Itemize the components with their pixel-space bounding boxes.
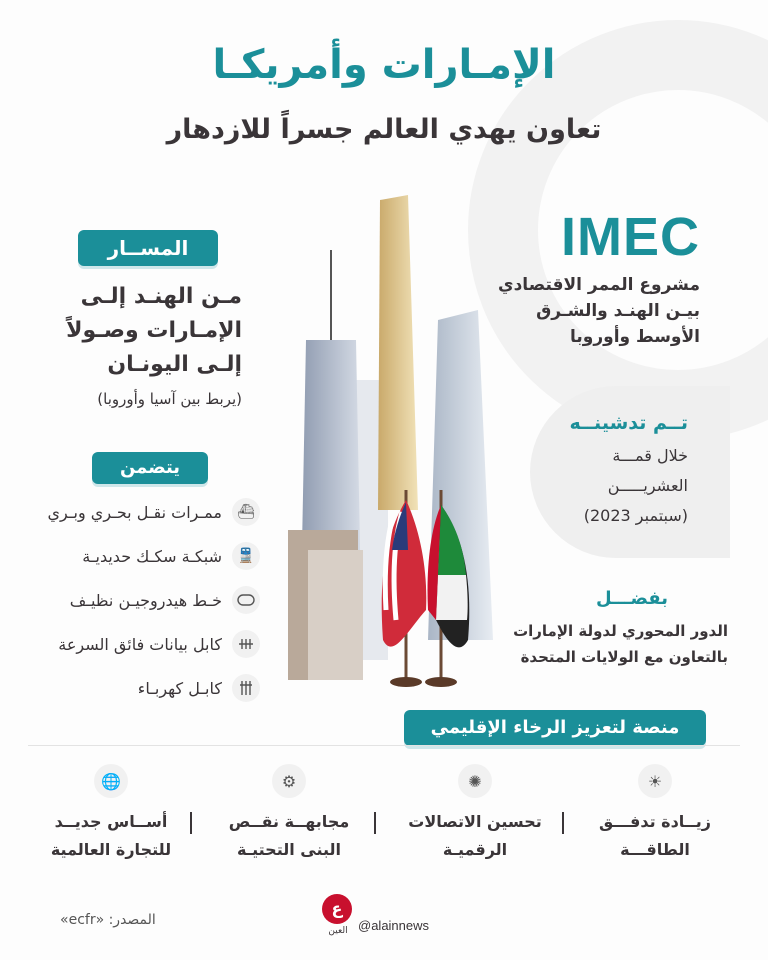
launch-title: تــم تدشينــه xyxy=(569,412,688,434)
benefit-line-2: الطاقـــة xyxy=(620,840,690,859)
launch-line-2: العشريـــــن xyxy=(607,476,688,495)
train-icon: 🚆 xyxy=(232,542,260,570)
global-trade-icon: 🌐 xyxy=(94,764,128,798)
includes-item-label: شبكـة سكـك حديديـة xyxy=(82,546,222,566)
path-badge: المســار xyxy=(78,230,218,266)
alain-logo-icon: ع xyxy=(322,894,352,924)
divider xyxy=(28,745,740,746)
list-item xyxy=(20,666,260,710)
thanks-title: بفضـــل xyxy=(596,588,668,609)
hydrogen-icon xyxy=(232,586,260,614)
list-item xyxy=(20,622,260,666)
skyline-flags-illustration xyxy=(278,190,508,700)
benefit-energy xyxy=(570,764,740,864)
imec-desc-line-2: بيـن الهنـد والشـرق xyxy=(536,301,700,321)
ship-icon: ⛴ xyxy=(232,498,260,526)
benefit-separator xyxy=(374,812,376,834)
path-description xyxy=(30,280,242,382)
benefit-line-1: زيــادة تدفـــق xyxy=(599,812,711,831)
launch-line-3: (سبتمبر 2023) xyxy=(583,506,688,525)
digital-network-icon: ✺ xyxy=(458,764,492,798)
page-title: الإمـارات وأمريكـا xyxy=(212,42,556,88)
includes-list xyxy=(20,490,260,710)
us-flag xyxy=(382,490,427,680)
benefit-line-1: تحسين الاتصالات xyxy=(408,812,542,831)
includes-badge: يتضمن xyxy=(92,452,208,484)
list-item xyxy=(20,534,260,578)
benefit-text xyxy=(390,808,560,864)
thanks-line-2: بالتعاون مع الولايات المتحدة xyxy=(520,648,728,666)
thanks-line-1: الدور المحوري لدولة الإمارات xyxy=(513,622,728,640)
launch-line-1: خلال قمـــة xyxy=(612,446,688,465)
data-cable-icon xyxy=(232,630,260,658)
logo-wordmark: العين xyxy=(328,926,348,936)
platform-badge: منصة لتعزيز الرخاء الإقليمي xyxy=(404,710,706,746)
benefit-infrastructure xyxy=(204,764,374,864)
path-line-1: مـن الهنـد إلـى xyxy=(80,284,242,309)
list-item xyxy=(20,578,260,622)
imec-acronym: IMEC xyxy=(561,207,700,267)
benefit-separator xyxy=(562,812,564,834)
benefit-line-2: الرقميـة xyxy=(442,840,508,859)
source-credit: المصدر: «ecfr» xyxy=(60,912,156,928)
energy-icon: ☀ xyxy=(638,764,672,798)
benefit-line-1: أســاس جديــد xyxy=(54,812,168,831)
benefit-line-1: مجابهــة نقــص xyxy=(228,812,350,831)
benefit-trade xyxy=(26,764,196,864)
includes-item-label: خـط هيدروجيـن نظيـف xyxy=(69,590,222,610)
benefit-line-2: البنى التحتيـة xyxy=(236,840,342,859)
page-subtitle: تعاون يهدي العالم جسراً للازدهار xyxy=(166,114,602,145)
benefit-digital xyxy=(390,764,560,864)
imec-desc-line-3: الأوسط وأوروبا xyxy=(570,327,700,347)
benefit-text xyxy=(204,808,374,864)
includes-item-label: كابـل كهربـاء xyxy=(137,678,222,698)
benefit-text xyxy=(26,808,196,864)
infrastructure-icon: ⚙ xyxy=(272,764,306,798)
list-item xyxy=(20,490,260,534)
benefit-line-2: للتجارة العالمية xyxy=(50,840,172,859)
social-handle: @alainnews xyxy=(358,918,430,933)
imec-description xyxy=(480,272,700,350)
path-line-3: إلـى اليونـان xyxy=(107,352,242,377)
imec-desc-line-1: مشروع الممر الاقتصادي xyxy=(498,275,700,295)
power-cable-icon xyxy=(232,674,260,702)
includes-item-label: كابل بيانات فائق السرعة xyxy=(58,634,222,654)
includes-item-label: ممـرات نقـل بحـري وبـري xyxy=(47,502,222,522)
path-line-2: الإمـارات وصـولاً xyxy=(66,318,242,343)
path-note: (يربط بين آسيا وأوروبا) xyxy=(97,390,242,408)
benefit-text xyxy=(570,808,740,864)
